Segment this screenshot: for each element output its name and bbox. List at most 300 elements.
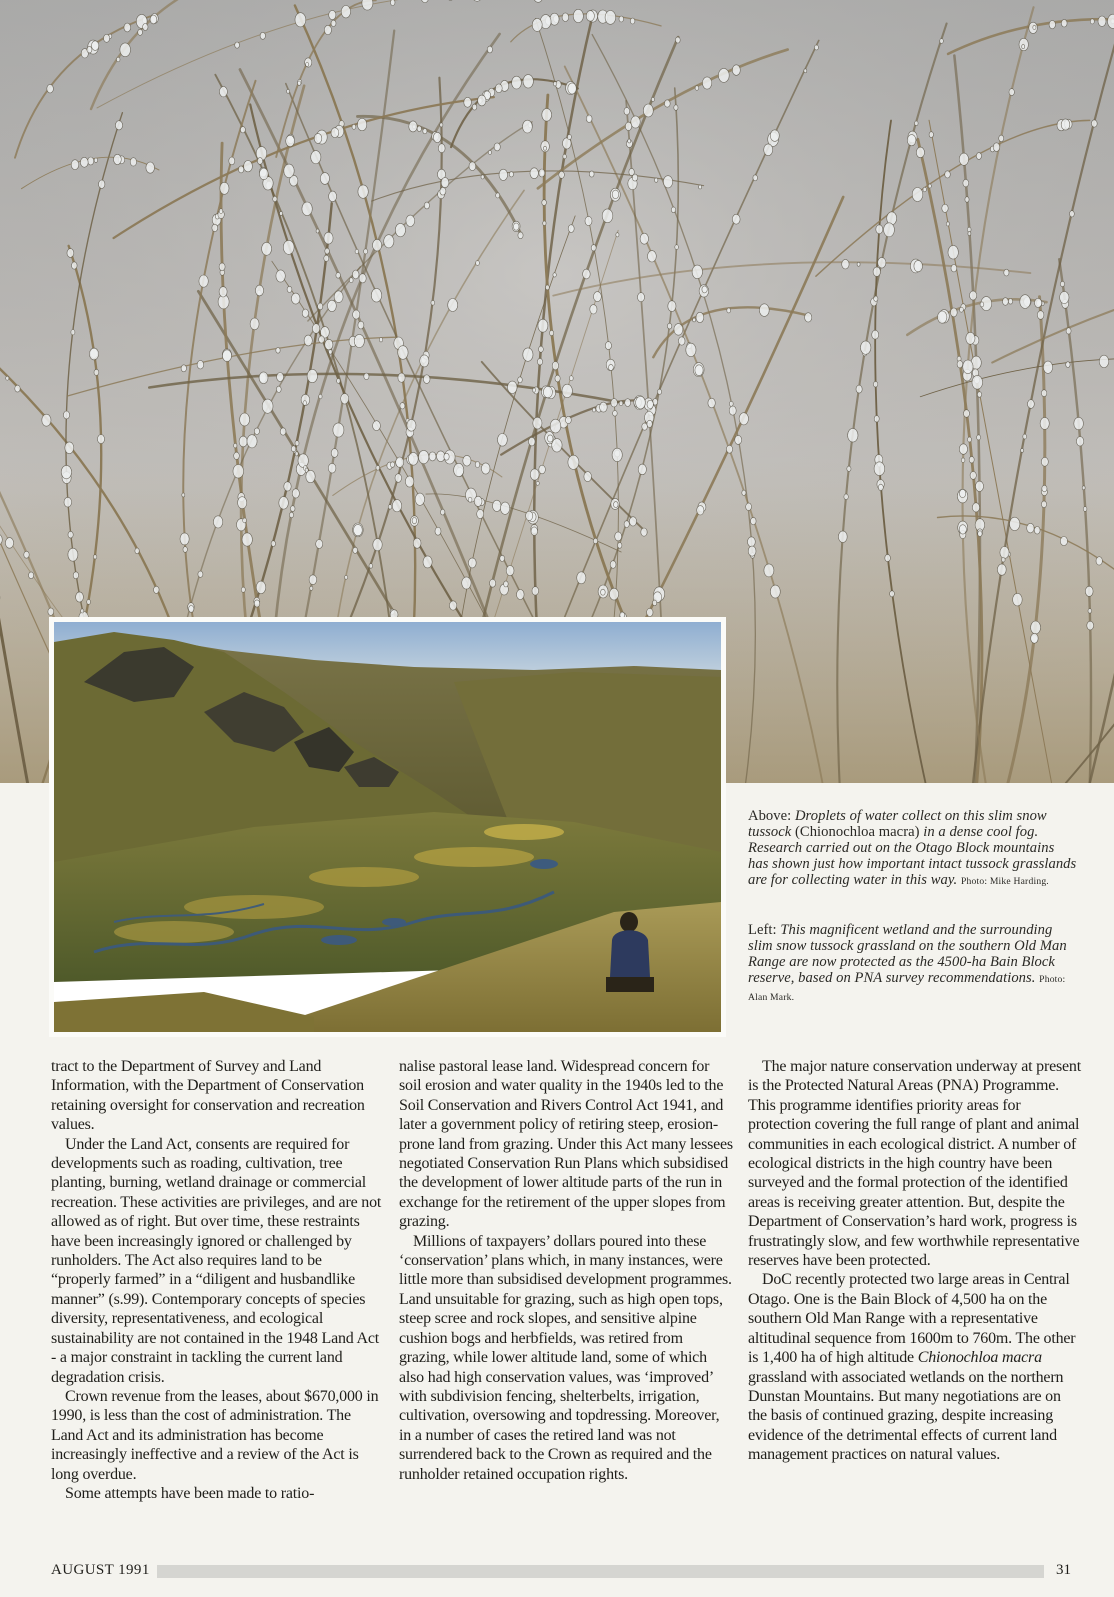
water-droplet xyxy=(1066,362,1070,368)
water-droplet xyxy=(610,561,616,569)
water-droplet xyxy=(276,270,285,282)
water-droplet xyxy=(73,572,78,579)
water-droplet xyxy=(76,592,84,602)
water-droplet xyxy=(616,233,619,237)
water-droplet xyxy=(550,13,559,25)
water-droplet xyxy=(373,421,381,431)
water-droplet xyxy=(538,319,548,332)
water-droplet xyxy=(120,43,131,57)
water-droplet xyxy=(568,455,579,469)
water-droplet xyxy=(555,375,560,382)
water-droplet xyxy=(490,579,496,587)
water-droplet xyxy=(657,389,661,394)
water-droplet xyxy=(559,171,565,178)
water-droplet xyxy=(569,376,573,381)
water-droplet xyxy=(42,414,51,426)
water-droplet xyxy=(951,265,957,272)
water-droplet xyxy=(1004,269,1009,276)
water-droplet xyxy=(857,262,860,266)
water-droplet xyxy=(602,209,613,223)
water-droplet xyxy=(409,121,417,132)
water-droplet xyxy=(916,147,924,158)
water-droplet xyxy=(586,11,594,22)
water-droplet xyxy=(584,472,592,482)
water-droplet xyxy=(6,376,9,380)
water-droplet xyxy=(302,309,308,317)
water-droplet xyxy=(423,556,432,568)
water-droplet xyxy=(93,555,96,559)
water-droplet xyxy=(874,462,885,476)
water-droplet xyxy=(276,347,280,353)
water-droplet xyxy=(1043,361,1052,373)
water-droplet xyxy=(309,575,317,585)
caption-above-credit: Photo: Mike Harding. xyxy=(960,876,1049,887)
water-droplet xyxy=(284,482,291,491)
water-droplet xyxy=(945,171,951,178)
water-droplet xyxy=(648,251,657,262)
water-droplet xyxy=(384,235,394,248)
water-droplet xyxy=(357,118,366,130)
water-droplet xyxy=(628,139,631,143)
water-droplet xyxy=(536,481,539,485)
water-droplet xyxy=(675,37,680,43)
water-droplet xyxy=(405,476,414,487)
water-droplet xyxy=(373,239,382,251)
water-droplet xyxy=(663,176,672,188)
water-droplet xyxy=(435,527,441,535)
water-droplet xyxy=(513,223,519,230)
water-droplet xyxy=(240,127,245,133)
water-droplet xyxy=(748,537,756,547)
water-droplet xyxy=(613,410,618,416)
water-droplet xyxy=(693,318,696,322)
water-droplet xyxy=(302,202,312,216)
water-droplet xyxy=(1066,328,1071,334)
water-droplet xyxy=(726,445,732,453)
water-droplet xyxy=(537,358,542,365)
water-droplet xyxy=(861,341,871,354)
water-droplet xyxy=(1083,507,1087,512)
water-droplet xyxy=(539,169,545,177)
water-droplet xyxy=(271,541,275,547)
water-droplet xyxy=(967,227,971,232)
paragraph: Millions of taxpayers’ dollars poured into these ‘conservation’ plans which, in many instances, were little more than subsidised development programmes. Land unsuitable for grazing, such as high open tops, steep scree and rock slopes, and sensitive alpine cushion bogs and herbfields, was retired from grazing, while lower altitude land, some of which also had high conservation values, was ‘improved’ with subdivision fencing, shelterbelts, irrigation, cultivation, oversowing and topdressing. Moreover, in a number of cases the retired land was not surrendered back to the Crown as required and the runholder retained occupation rights. xyxy=(399,1232,732,1483)
water-droplet xyxy=(433,132,441,142)
inset-photo xyxy=(49,617,726,1037)
water-droplet xyxy=(873,267,880,277)
water-droplet xyxy=(197,360,204,369)
water-droplet xyxy=(415,493,424,505)
water-droplet xyxy=(341,6,350,18)
water-droplet xyxy=(907,135,916,146)
water-droplet xyxy=(398,373,405,382)
water-droplet xyxy=(24,551,29,558)
water-droplet xyxy=(303,401,307,406)
water-droplet xyxy=(1040,417,1049,429)
water-droplet xyxy=(138,29,143,35)
water-droplet xyxy=(493,500,502,511)
water-droplet xyxy=(349,278,353,283)
water-droplet xyxy=(438,144,445,153)
water-droplet xyxy=(481,175,484,179)
water-droplet xyxy=(5,538,13,549)
water-droplet xyxy=(234,443,237,448)
water-droplet xyxy=(273,196,277,202)
water-droplet xyxy=(328,463,336,473)
water-droplet xyxy=(390,0,395,6)
water-droplet xyxy=(477,509,484,518)
water-droplet xyxy=(742,490,746,495)
water-droplet xyxy=(872,330,879,339)
water-droplet xyxy=(668,301,676,312)
water-droplet xyxy=(441,509,445,515)
water-droplet xyxy=(143,24,148,31)
water-droplet xyxy=(233,465,244,479)
water-droplet xyxy=(240,413,250,426)
water-droplet xyxy=(290,506,295,512)
water-droplet xyxy=(29,572,34,579)
water-droplet xyxy=(697,506,704,515)
article-column-3 xyxy=(748,1057,1082,1465)
water-droplet xyxy=(255,285,263,296)
water-droplet xyxy=(550,330,554,335)
water-droplet xyxy=(1013,593,1023,606)
water-droplet xyxy=(358,185,368,198)
water-droplet xyxy=(960,307,964,312)
water-droplet xyxy=(695,365,703,376)
water-droplet xyxy=(440,123,443,127)
water-droplet xyxy=(279,497,289,510)
water-droplet xyxy=(331,128,339,138)
caption-left-text: This magnificent wetland and the surrounding slim snow tussock grassland on the southern Old Man Range are now protected as the 4500-ha Bain Block reserve, based on PNA survey recommendations. xyxy=(748,922,1067,986)
water-droplet xyxy=(526,511,533,520)
water-droplet xyxy=(219,209,223,214)
water-droplet xyxy=(856,385,862,393)
water-droplet xyxy=(838,531,847,543)
water-droplet xyxy=(702,77,711,89)
water-droplet xyxy=(238,497,247,509)
water-droplet xyxy=(568,83,577,94)
water-droplet xyxy=(116,57,120,62)
water-droplet xyxy=(413,538,421,548)
water-droplet xyxy=(331,20,336,26)
water-droplet xyxy=(1035,298,1042,307)
water-droplet xyxy=(674,324,683,336)
water-droplet xyxy=(333,423,344,437)
water-droplet xyxy=(352,124,356,129)
water-droplet xyxy=(341,393,349,404)
water-droplet xyxy=(1023,434,1027,439)
water-droplet xyxy=(642,423,648,430)
water-droplet xyxy=(312,324,319,334)
water-droplet xyxy=(499,169,508,180)
water-droplet xyxy=(671,207,675,213)
water-droplet xyxy=(369,564,373,569)
water-droplet xyxy=(262,242,272,255)
water-droplet xyxy=(675,245,679,250)
water-droplet xyxy=(591,245,596,251)
water-droplet xyxy=(408,452,418,465)
water-droplet xyxy=(250,318,259,330)
water-droplet xyxy=(624,108,630,115)
water-droplet xyxy=(643,104,653,117)
water-droplet xyxy=(478,95,486,106)
water-droplet xyxy=(647,420,652,427)
water-droplet xyxy=(1002,557,1006,562)
water-droplet xyxy=(68,548,78,561)
water-droplet xyxy=(444,453,449,460)
water-droplet xyxy=(1031,621,1041,634)
water-droplet xyxy=(1010,517,1020,530)
water-droplet xyxy=(651,97,654,101)
water-droplet xyxy=(498,434,508,447)
water-droplet xyxy=(942,204,948,212)
water-droplet xyxy=(392,500,401,512)
water-droplet xyxy=(518,232,523,239)
water-droplet xyxy=(319,336,325,343)
water-droplet xyxy=(727,308,731,313)
water-droplet xyxy=(1028,400,1035,409)
water-droplet xyxy=(632,174,637,181)
water-droplet xyxy=(753,175,758,181)
water-droplet xyxy=(68,531,73,538)
water-droplet xyxy=(71,160,79,170)
water-droplet xyxy=(72,262,78,269)
water-droplet xyxy=(388,505,392,510)
water-droplet xyxy=(976,153,981,160)
water-droplet xyxy=(542,108,552,121)
water-droplet xyxy=(612,190,619,199)
water-droplet xyxy=(1031,633,1039,643)
water-droplet xyxy=(739,413,748,425)
water-droplet xyxy=(306,63,309,67)
water-droplet xyxy=(440,187,446,195)
water-droplet xyxy=(234,452,240,459)
article-column-2 xyxy=(399,1057,733,1484)
water-droplet xyxy=(878,484,883,490)
water-droplet xyxy=(612,448,622,461)
water-droplet xyxy=(198,571,203,577)
water-droplet xyxy=(842,259,849,269)
water-droplet xyxy=(568,225,574,233)
water-droplet xyxy=(373,539,382,551)
caption-above xyxy=(748,808,1078,890)
water-droplet xyxy=(1041,457,1048,466)
water-droplet xyxy=(256,581,266,594)
water-droplet xyxy=(625,122,631,130)
water-droplet xyxy=(544,146,547,150)
water-droplet xyxy=(324,255,329,261)
water-droplet xyxy=(970,291,977,300)
water-droplet xyxy=(997,564,1006,575)
water-droplet xyxy=(180,533,189,545)
water-droplet xyxy=(295,13,306,27)
water-droplet xyxy=(135,548,139,554)
water-droplet xyxy=(977,392,981,398)
water-droplet xyxy=(746,503,752,511)
water-droplet xyxy=(331,449,338,458)
water-droplet xyxy=(729,406,736,415)
page-number: 31 xyxy=(1056,1562,1071,1578)
water-droplet xyxy=(638,293,645,302)
water-droplet xyxy=(948,245,958,259)
water-droplet xyxy=(593,538,597,544)
water-droplet xyxy=(306,470,315,482)
inset-photo-illustration xyxy=(54,622,721,1032)
water-droplet xyxy=(80,157,88,167)
water-droplet xyxy=(506,566,514,576)
water-droplet xyxy=(636,396,646,409)
water-droplet xyxy=(523,75,533,88)
water-droplet xyxy=(963,360,973,374)
water-droplet xyxy=(618,543,622,549)
water-droplet xyxy=(47,84,54,93)
water-droplet xyxy=(353,310,360,319)
water-droplet xyxy=(590,305,597,314)
water-droplet xyxy=(964,410,970,418)
water-droplet xyxy=(878,257,886,268)
water-droplet xyxy=(424,202,429,209)
water-droplet xyxy=(993,143,1000,152)
water-droplet xyxy=(539,465,546,474)
water-droplet xyxy=(448,299,458,312)
water-droplet xyxy=(324,25,331,34)
water-droplet xyxy=(968,437,972,442)
water-droplet xyxy=(311,151,321,164)
water-droplet xyxy=(500,555,505,561)
water-droplet xyxy=(298,81,301,85)
water-droplet xyxy=(304,335,312,346)
water-droplet xyxy=(146,162,155,173)
water-droplet xyxy=(359,274,366,283)
water-droplet xyxy=(295,441,299,446)
water-droplet xyxy=(631,116,640,128)
water-droplet xyxy=(354,524,363,535)
caption-above-species: (Chionochloa macra) xyxy=(795,824,920,840)
water-droplet xyxy=(805,313,812,322)
water-droplet xyxy=(533,417,542,429)
water-droplet xyxy=(708,398,715,408)
water-droplet xyxy=(553,273,556,277)
water-droplet xyxy=(1061,19,1067,27)
water-droplet xyxy=(390,462,394,468)
water-droplet xyxy=(481,463,490,474)
water-droplet xyxy=(961,458,965,463)
water-droplet xyxy=(1008,299,1012,305)
water-droplet xyxy=(254,428,259,435)
water-droplet xyxy=(325,339,333,350)
water-droplet xyxy=(629,517,636,526)
water-droplet xyxy=(468,558,476,568)
water-droplet xyxy=(487,46,492,53)
water-droplet xyxy=(244,161,253,172)
water-droplet xyxy=(154,586,160,593)
water-droplet xyxy=(495,84,502,93)
water-droplet xyxy=(229,157,235,165)
water-droplet xyxy=(630,18,635,24)
water-droplet xyxy=(523,348,533,361)
paragraph: nalise pastoral lease land. Widespread concern for soil erosion and water quality in the 1940s led to the Soil Conservation and Rivers Control Act 1941, and later a government policy of retiring steep, erosion-prone land from grazing. Under this Act many lessees negotiated Conservation Run Plans which subsidised the development of lower altitude parts of the run in exchange for the retirement of the upper slopes from grazing. xyxy=(399,1058,733,1231)
water-droplet xyxy=(1049,20,1055,28)
water-droplet xyxy=(844,494,848,500)
water-droplet xyxy=(280,428,286,435)
water-droplet xyxy=(532,587,539,596)
water-droplet xyxy=(419,450,429,463)
water-droplet xyxy=(1060,537,1067,546)
water-droplet xyxy=(276,386,281,392)
water-droplet xyxy=(696,312,704,322)
water-droplet xyxy=(63,411,69,419)
water-droplet xyxy=(320,173,329,185)
water-droplet xyxy=(678,337,685,345)
water-droplet xyxy=(89,348,98,360)
water-droplet xyxy=(655,178,658,182)
water-droplet xyxy=(329,191,337,202)
water-droplet xyxy=(553,82,556,86)
water-droplet xyxy=(550,419,561,433)
water-droplet xyxy=(1034,527,1040,535)
water-droplet xyxy=(890,591,895,597)
water-droplet xyxy=(959,489,965,497)
water-droplet xyxy=(959,153,968,165)
water-droplet xyxy=(94,158,97,162)
water-droplet xyxy=(182,493,185,497)
caption-left xyxy=(748,922,1078,1006)
water-droplet xyxy=(874,416,879,423)
water-droplet xyxy=(1009,89,1014,96)
water-droplet xyxy=(406,215,415,226)
water-droplet xyxy=(638,464,646,475)
water-droplet xyxy=(1090,19,1094,24)
water-droplet xyxy=(87,46,92,53)
water-droplet xyxy=(463,455,471,466)
water-droplet xyxy=(664,100,670,107)
water-droplet xyxy=(280,211,283,215)
water-droplet xyxy=(1027,523,1034,533)
water-droplet xyxy=(462,577,471,589)
water-droplet xyxy=(65,442,74,454)
water-droplet xyxy=(692,265,702,279)
water-droplet xyxy=(291,293,300,304)
water-droplet xyxy=(291,446,296,452)
water-droplet xyxy=(316,229,319,233)
water-droplet xyxy=(247,435,257,448)
water-droplet xyxy=(219,263,225,271)
water-droplet xyxy=(395,223,405,236)
caption-above-lead: Above: xyxy=(748,808,795,824)
water-droplet xyxy=(546,285,550,290)
water-droplet xyxy=(212,224,218,231)
paragraph-text: grassland with associated wetlands on the northern Dunstan Mountains. But many negotiations are on the basis of continued grazing, despite increasing evidence of the detrimental effects of current land management practices on natural values. xyxy=(748,1368,1064,1464)
water-droplet xyxy=(1070,211,1075,217)
water-droplet xyxy=(61,465,71,478)
water-droplet xyxy=(972,375,983,389)
water-droplet xyxy=(500,502,509,514)
water-droplet xyxy=(407,419,416,431)
water-droplet xyxy=(319,394,322,399)
water-droplet xyxy=(307,369,317,382)
water-droplet xyxy=(577,572,586,584)
water-droplet xyxy=(567,134,571,139)
water-droplet xyxy=(912,188,923,202)
water-droplet xyxy=(254,600,260,607)
caption-left-credit: Photo: Alan Mark. xyxy=(748,974,1066,1003)
water-droplet xyxy=(592,408,595,412)
water-droplet xyxy=(585,216,592,225)
water-droplet xyxy=(104,34,110,42)
water-droplet xyxy=(468,497,472,502)
water-droplet xyxy=(277,373,284,382)
